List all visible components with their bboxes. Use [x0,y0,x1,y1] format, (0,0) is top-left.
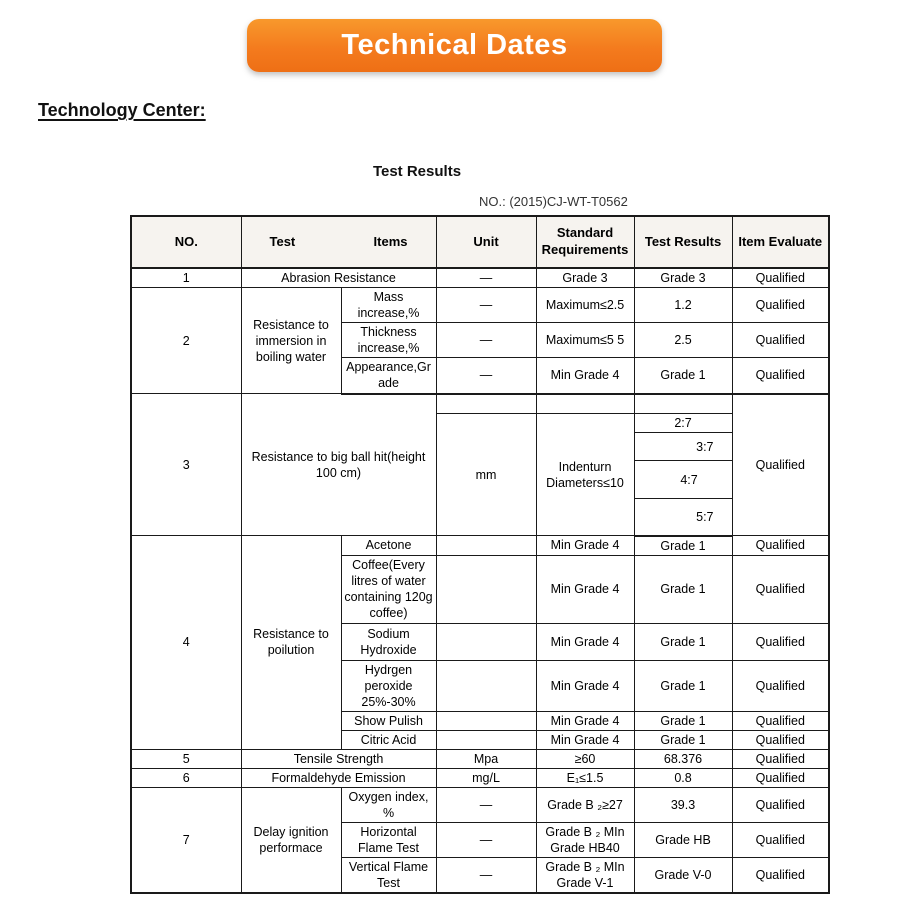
r2-s0-unit: — [436,288,536,323]
r4-s0-standard: Min Grade 4 [536,536,634,556]
r4-s3-unit [436,660,536,711]
r3-result-3: 5:7 [634,499,732,536]
r4-s4-result: Grade 1 [634,711,732,730]
r4-s2-standard: Min Grade 4 [536,623,634,660]
r3-no: 3 [131,394,241,536]
r7-s2-evaluate: Qualified [732,857,829,893]
r3-evaluate: Qualified [732,394,829,536]
r7-s1-result: Grade HB [634,822,732,857]
r4-s1-result: Grade 1 [634,555,732,623]
r3-result-2: 4:7 [634,461,732,499]
table-title [0,163,874,180]
r4-s5-result: Grade 1 [634,730,732,749]
r4-s5-item: Citric Acid [341,730,436,749]
r5-no: 5 [131,749,241,768]
r3-test-items: Resistance to big ball hit(height 100 cm) [241,394,436,536]
r4-s1-evaluate: Qualified [732,555,829,623]
r4-s2-item: Sodium Hydroxide [341,623,436,660]
r5-result: 68.376 [634,749,732,768]
technical-dates-banner [247,19,662,72]
r2-s2-standard: Min Grade 4 [536,358,634,394]
r6-item: Formaldehyde Emission [241,768,436,787]
r4-s5-evaluate: Qualified [732,730,829,749]
r7-s0-item: Oxygen index, % [341,787,436,822]
r7-s0-standard: Grade B ₂≥27 [536,787,634,822]
col-header-test-label: Test [269,233,296,249]
r5-item: Tensile Strength [241,749,436,768]
table-row [131,288,829,323]
r2-s1-result: 2.5 [634,323,732,358]
r4-no: 4 [131,536,241,750]
r4-s3-item: Hydrgen peroxide 25%-30% [341,660,436,711]
r4-s0-unit [436,536,536,556]
table-row [131,536,829,556]
test-results-table-wrap [130,215,830,894]
r3-unit: mm [436,414,536,536]
r4-s2-unit [436,623,536,660]
table-row [131,787,829,822]
col-header-items-label: Items [373,233,408,249]
col-header-no: NO. [131,216,241,268]
test-results-table [130,215,830,894]
r4-s5-standard: Min Grade 4 [536,730,634,749]
r7-s2-item: Vertical Flame Test [341,857,436,893]
r7-s1-standard: Grade B ₂ MIn Grade HB40 [536,822,634,857]
r6-no: 6 [131,768,241,787]
r1-evaluate: Qualified [732,268,829,288]
r7-s0-unit: — [436,787,536,822]
r7-s1-item: Horizontal Flame Test [341,822,436,857]
r6-result: 0.8 [634,768,732,787]
r1-unit: — [436,268,536,288]
r7-s1-unit: — [436,822,536,857]
r4-s3-evaluate: Qualified [732,660,829,711]
table-title-text: Test Results [372,163,462,180]
r4-s4-unit [436,711,536,730]
r2-s1-evaluate: Qualified [732,323,829,358]
r4-s1-unit [436,555,536,623]
r2-s1-item: Thickness increase,% [341,323,436,358]
r5-standard: ≥60 [536,749,634,768]
r7-s2-unit: — [436,857,536,893]
header-row [131,216,829,268]
r2-s2-unit: — [436,358,536,394]
table-row [131,749,829,768]
r2-s1-standard: Maximum≤5 5 [536,323,634,358]
r2-s2-evaluate: Qualified [732,358,829,394]
r7-s1-evaluate: Qualified [732,822,829,857]
r7-s0-result: 39.3 [634,787,732,822]
r7-test: Delay ignition performace [241,787,341,893]
r2-s2-item: Appearance,Grade [341,358,436,394]
r3-unit-empty [436,394,536,414]
r4-s2-evaluate: Qualified [732,623,829,660]
col-header-results: Test Results [634,216,732,268]
r3-result-1: 3:7 [634,433,732,461]
r7-s0-evaluate: Qualified [732,787,829,822]
r7-s2-standard: Grade B ₂ MIn Grade V-1 [536,857,634,893]
r4-s3-standard: Min Grade 4 [536,660,634,711]
doc-number: NO.: (2015)CJ-WT-T0562 [479,194,628,209]
r1-item: Abrasion Resistance [241,268,436,288]
r2-s1-unit: — [436,323,536,358]
r7-s2-result: Grade V-0 [634,857,732,893]
r2-s0-standard: Maximum≤2.5 [536,288,634,323]
r2-s0-evaluate: Qualified [732,288,829,323]
r7-no: 7 [131,787,241,893]
r4-s4-standard: Min Grade 4 [536,711,634,730]
r1-result: Grade 3 [634,268,732,288]
col-header-unit: Unit [436,216,536,268]
r6-unit: mg/L [436,768,536,787]
r2-s0-result: 1.2 [634,288,732,323]
r4-s0-item: Acetone [341,536,436,556]
r2-test: Resistance to immersion in boiling water [241,288,341,394]
technology-center-heading: Technology Center: [38,100,206,120]
r2-s0-item: Mass increase,% [341,288,436,323]
table-row [131,268,829,288]
table-row [131,394,829,414]
r4-s0-evaluate: Qualified [732,536,829,556]
r1-no: 1 [131,268,241,288]
r3-standard-empty [536,394,634,414]
r4-s3-result: Grade 1 [634,660,732,711]
r4-s1-standard: Min Grade 4 [536,555,634,623]
banner-title: Technical Dates [341,29,568,61]
r3-result-0: 2:7 [634,414,732,433]
r2-s2-result: Grade 1 [634,358,732,394]
r4-s5-unit [436,730,536,749]
r4-s0-result: Grade 1 [634,536,732,556]
col-header-evaluate: Item Evaluate [732,216,829,268]
col-header-test-items [241,216,436,268]
r4-test: Resistance to poilution [241,536,341,750]
r1-standard: Grade 3 [536,268,634,288]
table-row [131,768,829,787]
r4-s1-item: Coffee(Every litres of water containing 120g coffee) [341,555,436,623]
r4-s4-item: Show Pulish [341,711,436,730]
r4-s2-result: Grade 1 [634,623,732,660]
col-header-standard: Standard Requirements [536,216,634,268]
r6-standard: E₁≤1.5 [536,768,634,787]
r2-no: 2 [131,288,241,394]
r3-result-empty [634,394,732,414]
r5-unit: Mpa [436,749,536,768]
r6-evaluate: Qualified [732,768,829,787]
r5-evaluate: Qualified [732,749,829,768]
r3-standard: Indenturn Diameters≤10 [536,414,634,536]
r4-s4-evaluate: Qualified [732,711,829,730]
